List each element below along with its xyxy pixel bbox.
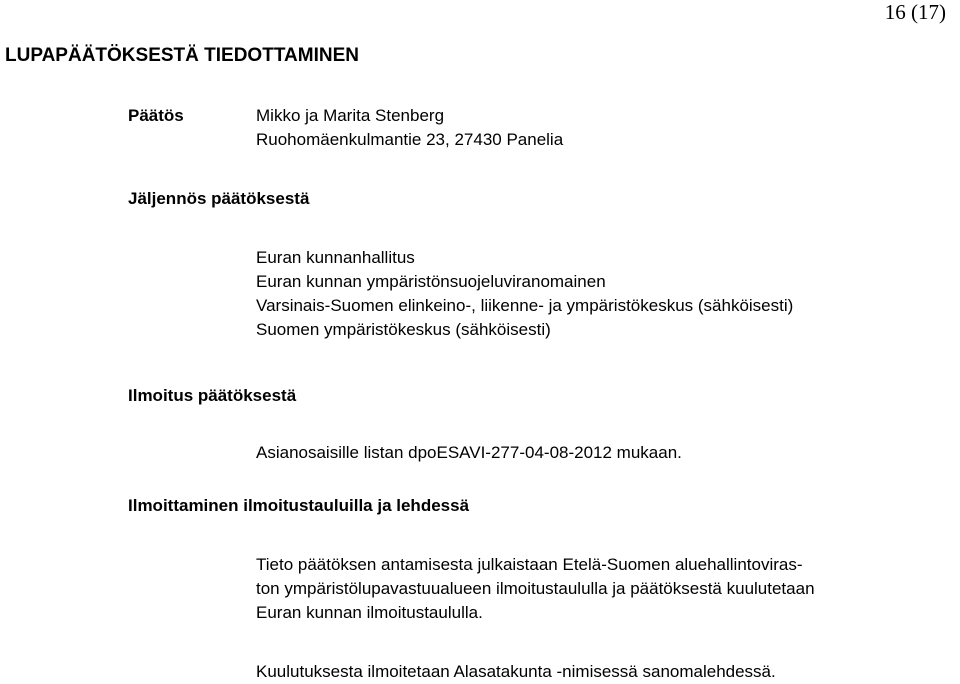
list-item: Suomen ympäristökeskus (sähköisesti) [256, 320, 551, 339]
recipient-address: Ruohomäenkulmantie 23, 27430 Panelia [256, 130, 564, 149]
notice-line: Asianosaisille listan dpoESAVI-277-04-08-2012 mukaan. [256, 443, 682, 462]
decision-recipient [256, 104, 956, 152]
paragraph-line: Tieto päätöksen antamisesta julkaistaan Etelä-Suomen aluehallintoviras- [256, 555, 803, 574]
page-number: 16 (17) [884, 0, 946, 24]
list-item: Varsinais-Suomen elinkeino-, liikenne- ja ympäristökeskus (sähköisesti) [256, 296, 794, 315]
paragraph-line: ton ympäristölupavastuualueen ilmoitustaululla ja päätöksestä kuulutetaan [256, 579, 815, 598]
notice-heading: Ilmoitus päätöksestä [128, 386, 297, 405]
publication-paragraph-2 [256, 660, 956, 684]
publication-heading: Ilmoittaminen ilmoitustauluilla ja lehdessä [128, 496, 470, 515]
publication-paragraph-1 [256, 553, 956, 625]
copy-recipients-list [256, 246, 956, 342]
list-item: Euran kunnanhallitus [256, 248, 415, 267]
copy-heading: Jäljennös päätöksestä [128, 189, 310, 208]
decision-label: Päätös [128, 106, 184, 125]
list-item: Euran kunnan ympäristönsuojeluviranomainen [256, 272, 606, 291]
notice-text [256, 441, 956, 465]
page-title: LUPAPÄÄTÖKSESTÄ TIEDOTTAMINEN [5, 45, 359, 66]
recipient-name: Mikko ja Marita Stenberg [256, 106, 445, 125]
paragraph-line: Euran kunnan ilmoitustaululla. [256, 603, 483, 622]
paragraph-line: Kuulutuksesta ilmoitetaan Alasatakunta -nimisessä sanomalehdessä. [256, 662, 776, 681]
